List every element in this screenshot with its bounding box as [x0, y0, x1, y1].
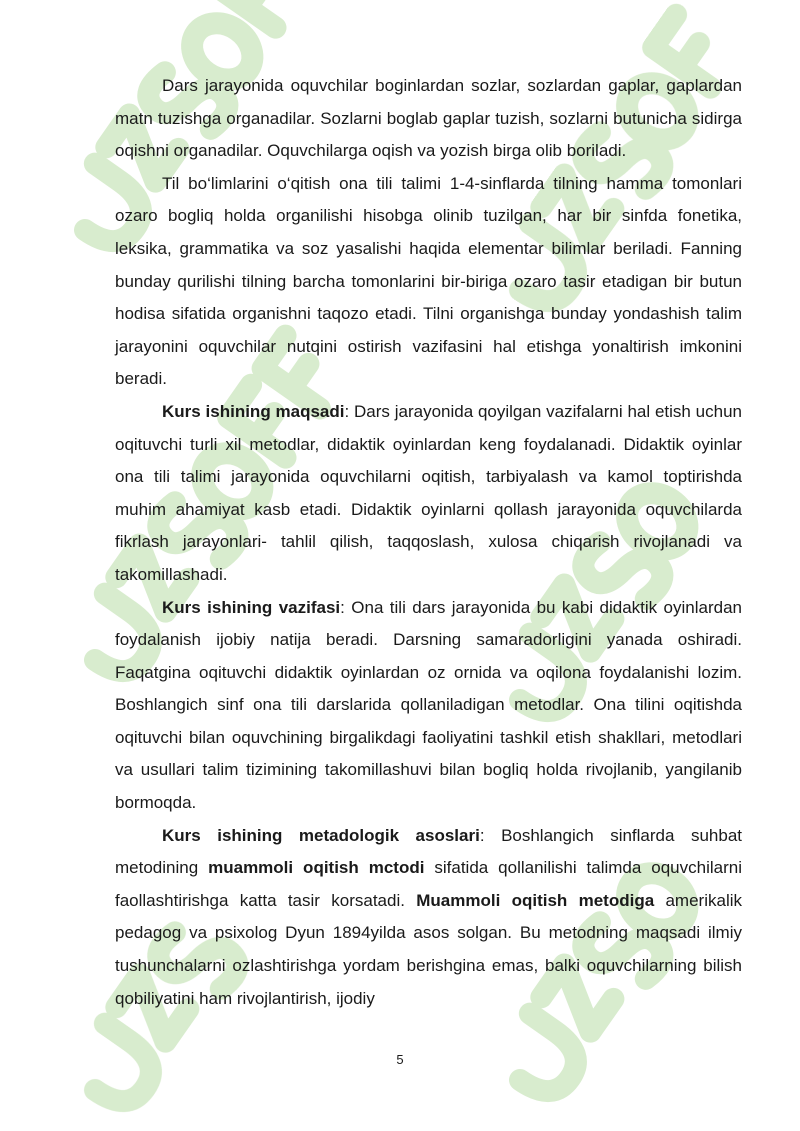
- paragraph-text: : Boshlangich sinflarda suhbat metodining: [115, 825, 743, 878]
- paragraph-text: sifatida qollanilishi talimda oquvchilarni faollashtirishga katta tasir korsatadi.: [115, 858, 742, 910]
- section-heading: Kurs ishining vazifasi: [162, 597, 341, 617]
- section-heading: Kurs ishining maqsadi: [162, 401, 345, 421]
- bold-term: Muammoli oqitish metodiga: [416, 890, 655, 910]
- page-number: 5: [396, 1052, 404, 1067]
- document-page: [115, 70, 742, 1015]
- paragraph-text: Til bo‘limlarini o‘qitish ona tili talimi 1-4-sinflarda tilning hamma tomonlari ozaro bogliq holda organilishi hisobga olinib tuzilgan, har bir sinfda fonetika, leksika, grammatika va soz yasalishi haqida elementar bilimlar beriladi. Fanning bunday qurilishi tilning barcha tomonlarini bir-biriga ozaro tasir etadigan bir butun hodisa sifatida organishni taqozo etadi. Tilni organishga bunday yondashish talim jarayonini oquvchilar nutqini ostirish vazifasini hal etishga yonaltirish imkonini beradi.: [115, 173, 742, 389]
- paragraph-text: Dars jarayonida oquvchilar boginlardan sozlar, sozlardan gaplar, gaplardan matn tuzishga organadilar. Sozlarni boglab gaplar tuzish, sozlarni butunicha sidirga oqishni organadilar. Oquvchilarga oqish va yozish birga olib boriladi.: [115, 76, 742, 161]
- section-heading: Kurs ishining metadologik asoslari: [162, 825, 480, 845]
- paragraph-language-sections: [115, 168, 742, 396]
- paragraph-course-goal: [115, 396, 742, 592]
- bold-term: muammoli oqitish mctodi: [208, 858, 425, 878]
- paragraph-course-task: [115, 592, 742, 820]
- paragraph-methodological-basis: [115, 820, 742, 1016]
- paragraph-text: amerikalik pedagog va psixolog Dyun 1894yilda asos solgan. Bu metodning maqsadi ilmiy tushunchalarni ozlashtirishga yordam berishgina emas, balki oquvchilarning bilish qobiliyatini ham rivojlantirish, ijodiy: [115, 890, 742, 1008]
- paragraph-intro: [115, 70, 742, 168]
- paragraph-text: : Ona tili dars jarayonida bu kabi didaktik oyinlardan foydalanish ijobiy natija beradi. Darsning samaradorligini yanada oshiradi. Faqatgina oqituvchi didaktik oyinlardan oz ornida va oqilona foydalanishi lozim. Boshlangich sinf ona tili darslarida qollaniladigan metodlar. Ona tilini oqitishda oqituvchi bilan oquvchining birgalikdagi faoliyatini tashkil etish shakllari, metodlari va usullari talim tizimining takomillashuvi bilan bogliq holda rivojlanib, yangilanib bormoqda.: [115, 597, 743, 813]
- paragraph-text: : Dars jarayonida qoyilgan vazifalarni hal etish uchun oqituvchi turli xil metodlar, didaktik oyinlardan keng foydalanadi. Didaktik oyinlar ona tili talimi jarayonida oquvchilarni oqitish, tarbiyalash va kamol toptirishda muhim ahamiyat kasb etadi. Didaktik oyinlarni qollash jarayonida oquvchilarda fikrlash jarayonlari- tahlil qilish, taqqoslash, xulosa chiqarish rivojlanadi va takomillashadi.: [115, 401, 742, 584]
